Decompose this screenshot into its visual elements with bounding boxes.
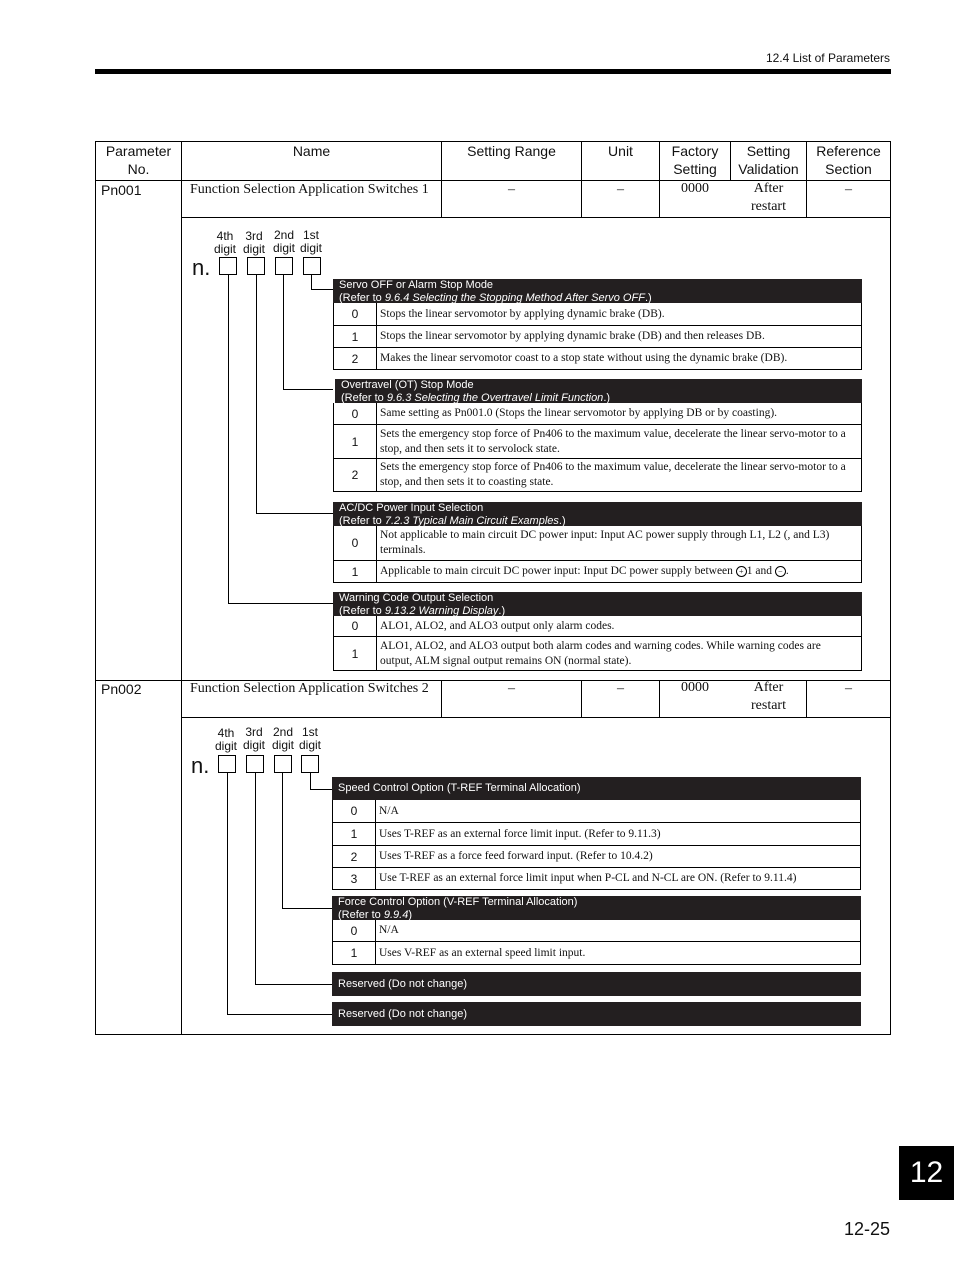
group-bar-speed-control-option: Speed Control Option (T-REF Terminal Allocation) (332, 777, 861, 800)
option-row: 1 Stops the linear servomotor by applying dynamic brake (DB) and then releases DB. (333, 326, 862, 348)
digit-box-4th (218, 755, 236, 773)
running-header: 12.4 List of Parameters (765, 51, 890, 65)
setting-range-pn001: – (508, 182, 515, 197)
group-bar-reserved: Reserved (Do not change) (332, 972, 861, 996)
option-row: 0 N/A (332, 800, 861, 823)
minus-terminal-icon: − (775, 566, 786, 577)
option-row: 0 Same setting as Pn001.0 (Stops the linear servomotor by applying DB or by coasting). (333, 403, 862, 425)
digit-box-1st (303, 257, 321, 275)
group-bar-warning-code-output: Warning Code Output Selection (Refer to 9.13.2 Warning Display.) (333, 592, 862, 616)
header-rule (95, 69, 891, 74)
option-row: 0 Stops the linear servomotor by applying dynamic brake (DB). (333, 303, 862, 326)
col-header-param-no: Parameter No. (105, 143, 172, 177)
page-number: 12-25 (843, 1219, 890, 1239)
factory-setting-pn002: 0000 (681, 680, 709, 695)
factory-setting-pn001: 0000 (681, 181, 709, 196)
option-row: 1 Sets the emergency stop force of Pn406 to the maximum value, decelerate the linear servo-motor to a stop, and then sets it to servolock state. (333, 425, 862, 459)
n-prefix: n. (191, 753, 210, 778)
col-header-reference-section: Reference Section (816, 143, 881, 177)
group-bar-overtravel-stop-mode: Overtravel (OT) Stop Mode (Refer to 9.6.3 Selecting the Overtravel Limit Function.) (335, 379, 862, 403)
digit-box-3rd (247, 257, 265, 275)
group-bar-reserved: Reserved (Do not change) (332, 1002, 861, 1026)
n-prefix: n. (192, 255, 211, 280)
unit-pn002: – (617, 681, 624, 696)
col-header-name: Name (292, 143, 331, 159)
col-header-factory-setting: Factory Setting (671, 143, 719, 177)
option-row: 3 Use T-REF as an external force limit input when P-CL and N-CL are ON. (Refer to 9.11.4) (332, 868, 861, 890)
plus-terminal-icon: + (736, 566, 747, 577)
group-bar-force-control-option: Force Control Option (V-REF Terminal Allocation) (Refer to 9.9.4) (332, 896, 861, 920)
option-row: 1 Uses T-REF as an external force limit input. (Refer to 9.11.3) (332, 823, 861, 846)
option-row: 0 Not applicable to main circuit DC power input: Input AC power supply through L1, L2 (, and L3) terminals. (333, 526, 862, 561)
option-row: 2 Makes the linear servomotor coast to a stop state without using the dynamic brake (DB). (333, 348, 862, 370)
option-row: 2 Sets the emergency stop force of Pn406 to the maximum value, decelerate the linear servo-motor to a stop, and then sets it to coasting state. (333, 459, 862, 492)
option-row: 1 ALO1, ALO2, and ALO3 output both alarm codes and warning codes. While warning codes are output, ALM signal output remains ON (normal state). (333, 637, 862, 671)
digit-box-2nd (275, 257, 293, 275)
setting-validation-pn001: After restart (751, 181, 786, 214)
col-header-setting-validation: Setting Validation (738, 143, 799, 177)
option-row: 1 Uses V-REF as an external speed limit input. (332, 942, 861, 965)
option-row: 2 Uses T-REF as a force feed forward input. (Refer to 10.4.2) (332, 846, 861, 868)
col-header-unit: Unit (608, 143, 633, 159)
digit-box-3rd (246, 755, 264, 773)
group-bar-servo-off-stop-mode: Servo OFF or Alarm Stop Mode (Refer to 9.6.4 Selecting the Stopping Method After Servo OFF.) (333, 279, 862, 303)
param-name-pn002: Function Selection Application Switches 2 (190, 681, 429, 696)
group-bar-acdc-power-input: AC/DC Power Input Selection (Refer to 7.2.3 Typical Main Circuit Examples.) (333, 502, 862, 526)
reference-pn002: – (845, 681, 852, 696)
option-row: 0 ALO1, ALO2, and ALO3 output only alarm codes. (333, 616, 862, 637)
unit-pn001: – (617, 182, 624, 197)
setting-validation-pn002: After restart (751, 680, 786, 713)
digit-box-4th (219, 257, 237, 275)
chapter-tab: 12 (899, 1146, 954, 1200)
param-no-pn002: Pn002 (101, 681, 142, 697)
digit-box-2nd (274, 755, 292, 773)
reference-pn001: – (845, 182, 852, 197)
col-header-setting-range: Setting Range (467, 143, 556, 159)
option-row: 1 Applicable to main circuit DC power input: Input DC power supply between + 1 and − . (333, 561, 862, 583)
param-no-pn001: Pn001 (101, 182, 142, 198)
setting-range-pn002: – (508, 681, 515, 696)
param-name-pn001: Function Selection Application Switches 1 (190, 182, 429, 197)
digit-box-1st (301, 755, 319, 773)
option-row: 0 N/A (332, 920, 861, 942)
